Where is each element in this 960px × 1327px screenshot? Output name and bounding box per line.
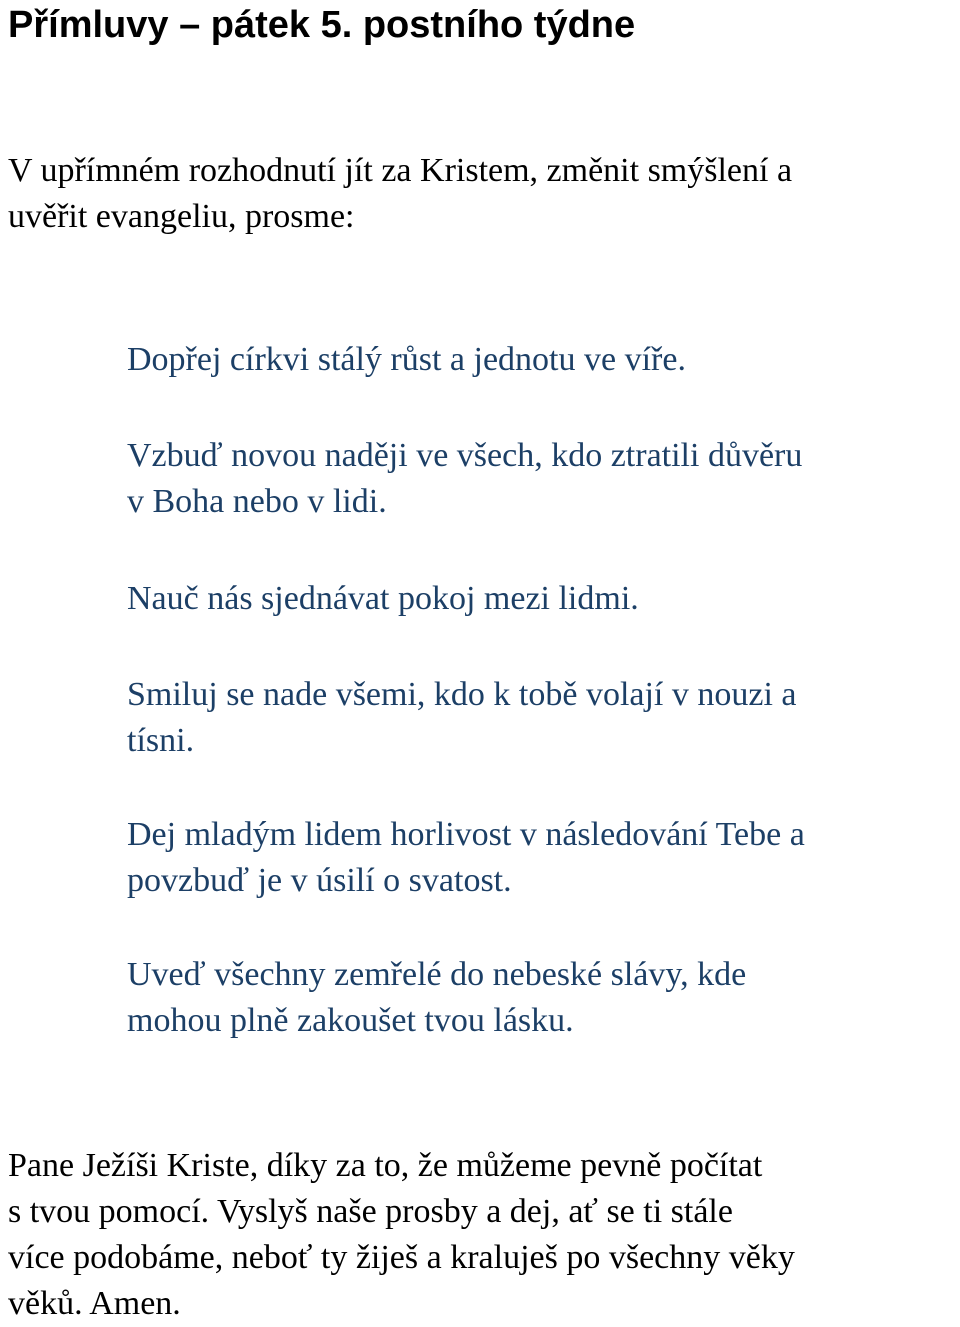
petition-line: Vzbuď novou naději ve všech, kdo ztratili důvěru — [127, 437, 803, 474]
petition-line: v Boha nebo v lidi. — [127, 483, 387, 520]
intro-line: V upřímném rozhodnutí jít za Kristem, změnit smýšlení a — [8, 152, 793, 189]
petition-line: Dopřej církvi stálý růst a jednotu ve víře. — [127, 341, 686, 378]
petition-line: Uveď všechny zemřelé do nebeské slávy, kde — [127, 956, 747, 993]
petition-line: Nauč nás sjednávat pokoj mezi lidmi. — [127, 580, 639, 617]
petition-item — [127, 433, 802, 525]
petition-item — [127, 812, 805, 904]
closing-prayer — [8, 1143, 795, 1327]
intro-paragraph — [8, 148, 792, 240]
closing-line: věků. Amen. — [8, 1285, 181, 1322]
petition-item — [127, 672, 797, 764]
page-title: Přímluvy – pátek 5. postního týdne — [8, 4, 636, 46]
closing-line: s tvou pomocí. Vyslyš naše prosby a dej, ať se ti stále — [8, 1193, 733, 1230]
petition-line: Dej mladým lidem horlivost v následování Tebe a — [127, 816, 805, 853]
petition-item — [127, 952, 746, 1044]
closing-line: Pane Ježíši Kriste, díky za to, že můžeme pevně počítat — [8, 1147, 763, 1184]
petition-item — [127, 576, 639, 622]
closing-line: více podobáme, neboť ty žiješ a kraluješ po všechny věky — [8, 1239, 795, 1276]
intro-line: uvěřit evangeliu, prosme: — [8, 198, 355, 235]
petition-line: mohou plně zakoušet tvou lásku. — [127, 1002, 574, 1039]
petition-line: povzbuď je v úsilí o svatost. — [127, 862, 512, 899]
petition-line: Smiluj se nade všemi, kdo k tobě volají v nouzi a — [127, 676, 797, 713]
petition-item — [127, 337, 686, 383]
petition-line: tísni. — [127, 722, 195, 759]
